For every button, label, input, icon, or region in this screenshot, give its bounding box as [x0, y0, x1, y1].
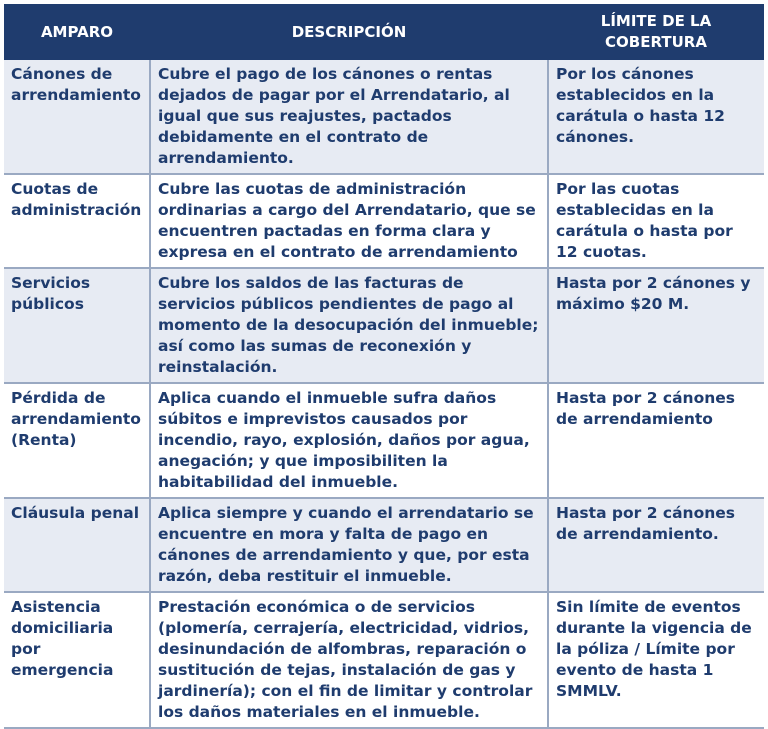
table-row	[4, 498, 764, 592]
cell-descripcion: Cubre el pago de los cánones o rentas dejados de pagar por el Arrendatario, al igual que sus reajustes, pactados debidamente en el contrato de arrendamiento.	[150, 60, 548, 174]
cell-amparo: Pérdida de arrendamiento (Renta)	[4, 383, 150, 498]
cell-descripcion: Cubre los saldos de las facturas de servicios públicos pendientes de pago al momento de la desocupación del inmueble; así como las sumas de reconexión y reinstalación.	[150, 268, 548, 383]
table-row	[4, 268, 764, 383]
cell-limite: Hasta por 2 cánones y máximo $20 M.	[548, 268, 764, 383]
header-descripcion: DESCRIPCIÓN	[150, 4, 548, 60]
table-row	[4, 383, 764, 498]
header-row	[4, 4, 764, 60]
cell-amparo: Cuotas de administración	[4, 174, 150, 268]
table-row	[4, 174, 764, 268]
cell-limite: Hasta por 2 cánones de arrendamiento	[548, 383, 764, 498]
coverage-table-container	[4, 4, 764, 729]
table-body	[4, 60, 764, 728]
cell-descripcion: Aplica siempre y cuando el arrendatario se encuentre en mora y falta de pago en cánones de arrendamiento y que, por esta razón, deba restituir el inmueble.	[150, 498, 548, 592]
cell-limite: Por los cánones establecidos en la carátula o hasta 12 cánones.	[548, 60, 764, 174]
coverage-table	[4, 4, 764, 729]
table-row	[4, 60, 764, 174]
cell-amparo: Servicios públicos	[4, 268, 150, 383]
cell-descripcion: Prestación económica o de servicios (plomería, cerrajería, electricidad, vidrios, desinundación de alfombras, reparación o sustitución de tejas, instalación de gas y jardinería); con el fin de limitar y controlar los daños materiales en el inmueble.	[150, 592, 548, 728]
cell-amparo: Cláusula penal	[4, 498, 150, 592]
cell-limite: Por las cuotas establecidas en la carátula o hasta por 12 cuotas.	[548, 174, 764, 268]
header-limite: LÍMITE DE LA COBERTURA	[548, 4, 764, 60]
table-row	[4, 592, 764, 728]
table-header	[4, 4, 764, 60]
cell-limite: Hasta por 2 cánones de arrendamiento.	[548, 498, 764, 592]
cell-amparo: Cánones de arrendamiento	[4, 60, 150, 174]
cell-limite: Sin límite de eventos durante la vigencia de la póliza / Límite por evento de hasta 1 SMMLV.	[548, 592, 764, 728]
header-amparo: AMPARO	[4, 4, 150, 60]
cell-amparo: Asistencia domiciliaria por emergencia	[4, 592, 150, 728]
cell-descripcion: Aplica cuando el inmueble sufra daños súbitos e imprevistos causados por incendio, rayo, explosión, daños por agua, anegación; y que imposibiliten la habitabilidad del inmueble.	[150, 383, 548, 498]
cell-descripcion: Cubre las cuotas de administración ordinarias a cargo del Arrendatario, que se encuentren pactadas en forma clara y expresa en el contrato de arrendamiento	[150, 174, 548, 268]
